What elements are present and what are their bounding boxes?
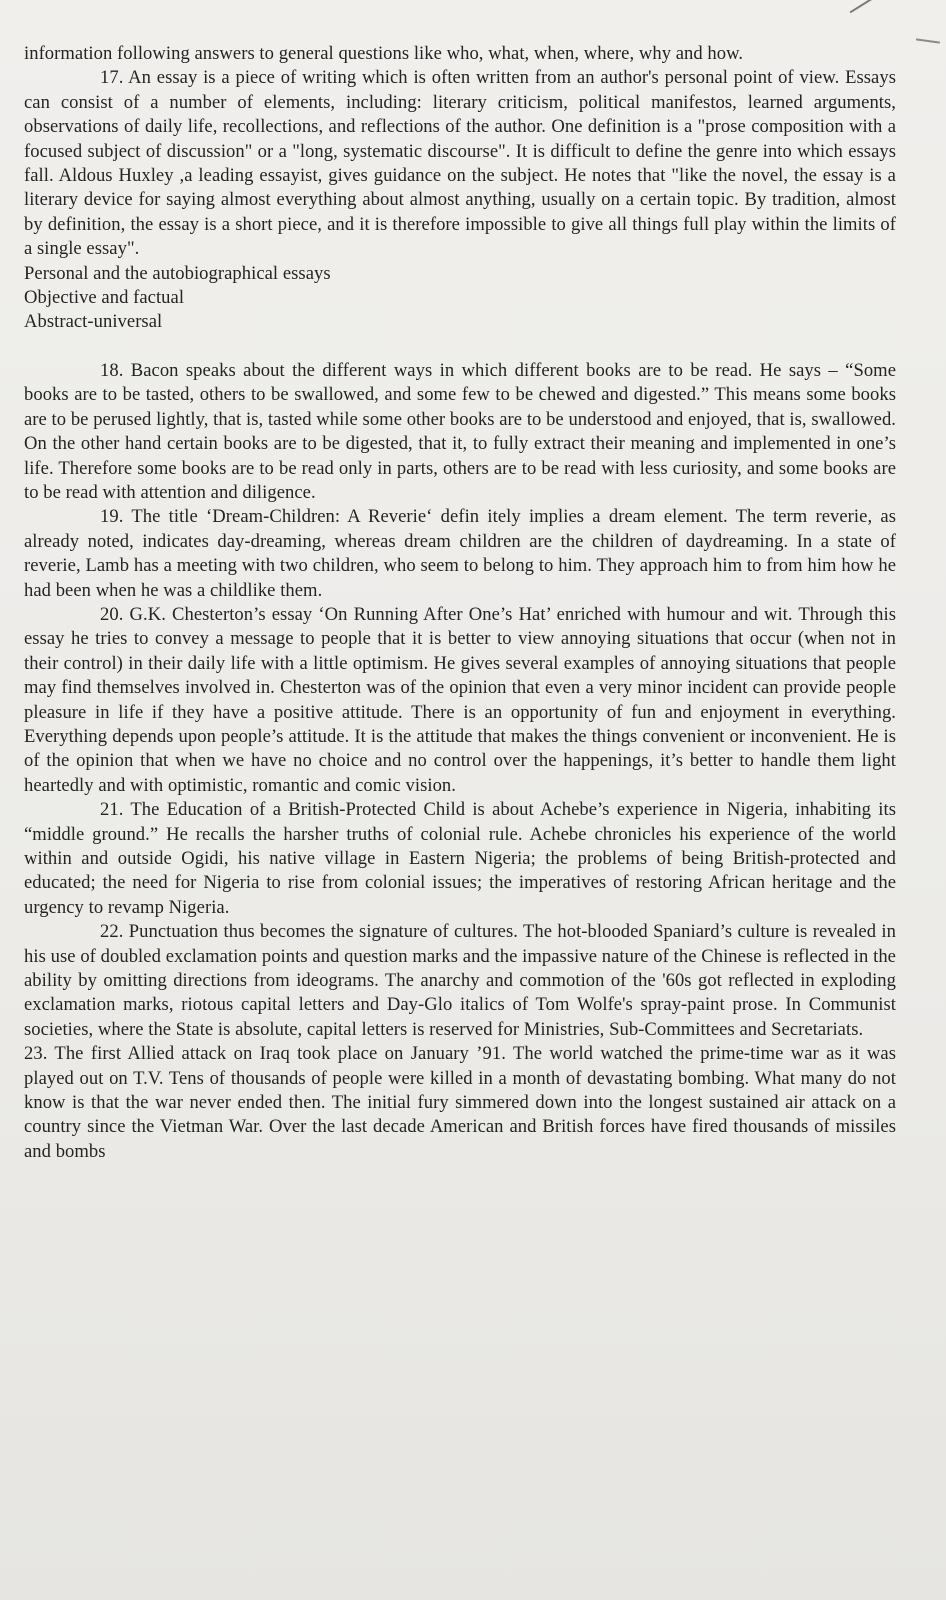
document-body — [24, 42, 896, 1164]
paragraph-gap — [24, 335, 896, 359]
paragraph-23: 23. The first Allied attack on Iraq took place on January ’91. The world watched the prime-time war as it was played out on T.V. Tens of thousands of people were killed in a month of devastating bombing. What many do not know is that the war never ended then. The initial fury simmered down into the longest sustained air attack on a country since the Vietman War. Over the last decade American and British forces have fired thousands of missiles and bombs — [24, 1043, 896, 1162]
paragraph-18: 18. Bacon speaks about the different ways in which different books are to be read. He says – “Some books are to be tasted, others to be swallowed, and some few to be chewed and digested.” This means some books are to be perused lightly, that is, tasted while some other books are to be understood and enjoyed, that is, swallowed. On the other hand certain books are to be digested, that it, to fully extract their meaning and implemented in one’s life. Therefore some books are to be read only in parts, others are to be read with less curiosity, and some books are to be read with attention and diligence. — [24, 359, 896, 503]
essay-type-item: Personal and the autobiographical essays — [24, 262, 331, 284]
pen-mark — [916, 38, 940, 43]
essay-type-item: Objective and factual — [24, 287, 185, 309]
paragraph-21: 21. The Education of a British-Protected Child is about Achebe’s experience in Nigeria, inhabiting its “middle ground.” He recalls the harsher truths of colonial rule. Achebe chronicles his experience of the world within and outside Ogidi, his native village in Eastern Nigeria; the problems of being British-protected and educated; the need for Nigeria to rise from colonial issues; the imperatives of restoring African heritage and the urgency to revamp Nigeria. — [24, 799, 896, 918]
intro-paragraph: information following answers to general questions like who, what, when, where, why and how. — [24, 43, 744, 64]
paragraph-19: 19. The title ‘Dream-Children: A Reverie‘ defin itely implies a dream element. The term reverie, as already noted, indicates day-dreaming, whereas dream children are the children of daydreaming. In a state of reverie, Lamb has a meeting with two children, who seem to belong to him. They approach him to from him how he had been when he was a childlike them. — [24, 506, 896, 601]
essay-type-item: Abstract-universal — [24, 311, 163, 333]
paragraph-22: 22. Punctuation thus becomes the signature of cultures. The hot-blooded Spaniard’s culture is revealed in his use of doubled exclamation points and question marks and the impassive nature of the Chinese is reflected in the ability by omitting directions from ideograms. The anarchy and commotion of the '60s got reflected in exploding exclamation marks, riotous capital letters and Day-Glo italics of Tom Wolfe's spray-paint prose. In Communist societies, where the State is absolute, capital letters is reserved for Ministries, Sub-Committees and Secretariats. — [24, 921, 896, 1040]
paragraph-20: 20. G.K. Chesterton’s essay ‘On Running After One’s Hat’ enriched with humour and wit. Through this essay he tries to convey a message to people that it is better to view annoying situations that occur (when not in their control) in their daily life with a little optimism. He gives several examples of annoying situations that people may find themselves involved in. Chesterton was of the opinion that even a very minor incident can provide people pleasure in life if they have a positive attitude. There is an opportunity of fun and enjoyment in everything. Everything depends upon people’s attitude. It is the attitude that makes the things convenient or inconvenient. He is of the opinion that when we have no choice and no control over the happenings, it’s better to handle them light heartedly and with optimistic, romantic and comic vision. — [24, 603, 896, 796]
paragraph-17: 17. An essay is a piece of writing which is often written from an author's personal point of view. Essays can consist of a number of elements, including: literary criticism, political manifestos, learned arguments, observations of daily life, recollections, and reflections of the author. One definition is a "prose composition with a focused subject of discussion" or a "long, systematic discourse". It is difficult to define the genre into which essays fall. Aldous Huxley ,a leading essayist, gives guidance on the subject. He notes that "like the novel, the essay is a literary device for saying almost everything about almost anything, usually on a certain topic. By tradition, almost by definition, the essay is a short piece, and it is therefore impossible to give all things full play within the limits of a single essay". — [24, 67, 896, 260]
pen-mark — [850, 0, 875, 13]
